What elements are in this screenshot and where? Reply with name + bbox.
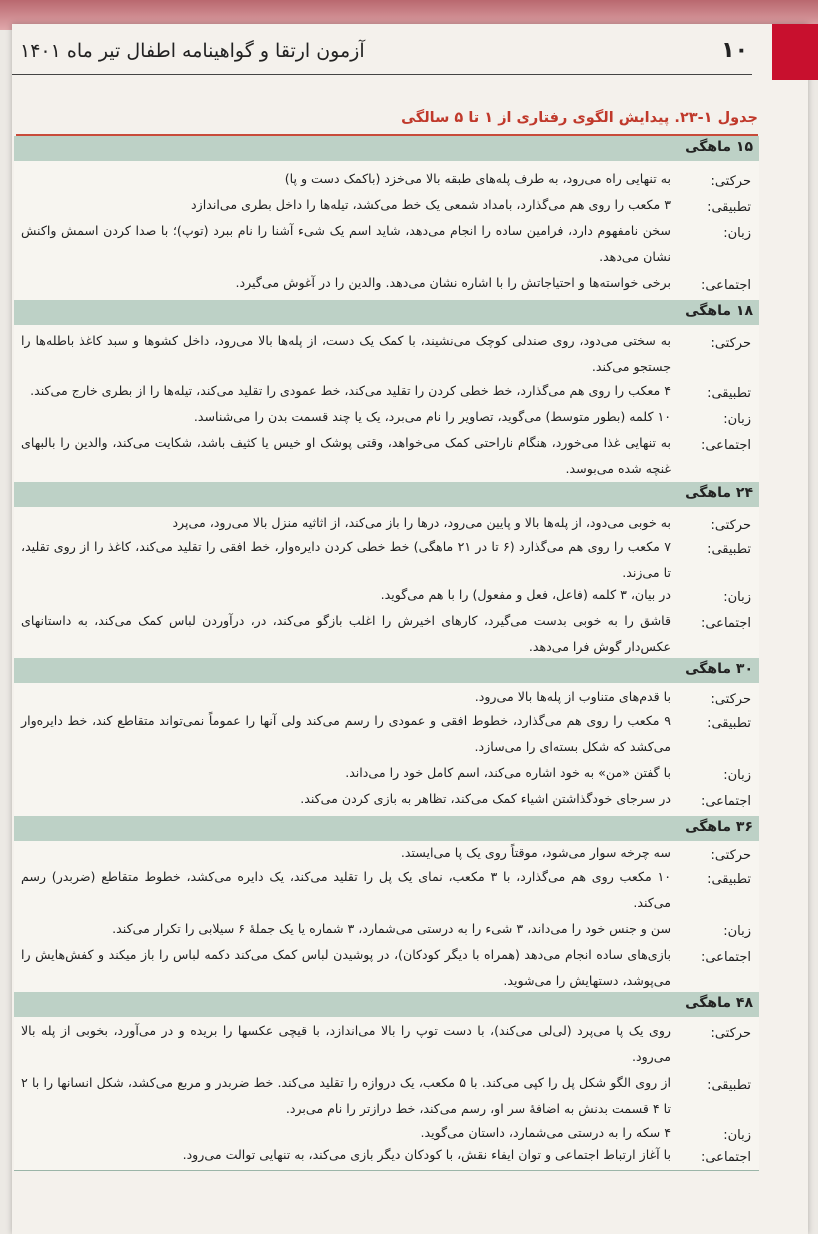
red-page-tab [772, 24, 818, 80]
row-text: به تنهایی غذا می‌خورد، هنگام ناراحتی کمک می‌خواهد، وقتی پوشک او خیس یا کثیف باشد، شکایت می‌کند، والدین را بالبهای غنچه شده می‌بوسد. [21, 435, 671, 476]
row-label: زبان: [723, 412, 751, 427]
page-header [12, 36, 752, 75]
age-band-title: ۱۸ ماهگی [685, 303, 753, 319]
row-label: حرکتی: [710, 1026, 751, 1041]
table-caption [16, 108, 758, 136]
age-band-30 [14, 658, 759, 683]
row-text: در سرجای خودگذاشتن اشیاء کمک می‌کند، تظاهر به بازی کردن می‌کند. [300, 791, 671, 806]
age-band-title: ۳۶ ماهگی [685, 819, 753, 835]
row-text: سه چرخه سوار می‌شود، موقتاً روی یک پا می‌ایستد. [400, 845, 671, 860]
behavior-table [14, 136, 759, 1171]
row-label: زبان: [723, 590, 751, 605]
table-caption-text: جدول ۱-۲۳. پیدایش الگوی رفتاری از ۱ تا ۵ سالگی [401, 110, 758, 126]
age-band-title: ۲۴ ماهگی [685, 485, 753, 501]
age-band-15 [14, 136, 759, 161]
row-text: بازی‌های ساده انجام می‌دهد (همراه با دیگر کودکان)، در پوشیدن لباس کمک می‌کند دکمه لباس را باز میکند و کفش‌هایش را می‌پوشد، دستهایش را می‌شوید. [21, 947, 671, 988]
row-label: زبان: [723, 1128, 751, 1143]
row-text: ۴ سکه را به درستی می‌شمارد، داستان می‌گوید. [420, 1125, 671, 1140]
row-text: ۹ مکعب را روی هم می‌گذارد، خطوط افقی و عمودی را رسم می‌کند ولی آنها را عموماً نمی‌تواند متقاطع کند، خط دایره‌وار می‌کشد که شکل بسته‌ای را می‌سازد. [21, 713, 671, 754]
row-label: اجتماعی: [700, 438, 751, 453]
age-band-48 [14, 992, 759, 1017]
row-label: حرکتی: [710, 518, 751, 533]
row-label: حرکتی: [710, 848, 751, 863]
running-title: آزمون ارتقا و گواهینامه اطفال تیر ماه ۱۴۰۱ [20, 40, 365, 62]
age-band-18 [14, 300, 759, 325]
row-text: ۱۰ کلمه (بطور متوسط) می‌گوید، تصاویر را نام می‌برد، یک یا چند قسمت بدن را می‌شناسد. [193, 409, 671, 424]
row-label: تطبیقی: [707, 386, 751, 401]
row-label: زبان: [723, 226, 751, 241]
page-number: ۱۰ [721, 38, 748, 63]
row-text: با گفتن «من» به خود اشاره می‌کند، اسم کامل خود را می‌داند. [345, 765, 671, 780]
row-text: در بیان، ۳ کلمه (فاعل، فعل و مفعول) را با هم می‌گوید. [380, 587, 671, 602]
row-label: تطبیقی: [707, 1078, 751, 1093]
row-text: ۴ معکب را روی هم می‌گذارد، خط خطی کردن را تقلید می‌کند، خط عمودی را تقلید می‌کند، تیله‌ها را از بطری خارج می‌کند. [30, 383, 671, 398]
row-label: حرکتی: [710, 692, 751, 707]
row-label: حرکتی: [710, 174, 751, 189]
age-band-24 [14, 482, 759, 507]
row-text: با قدم‌های متناوب از پله‌ها بالا می‌رود. [474, 689, 671, 704]
row-text: به سختی می‌دود، روی صندلی کوچک می‌نشیند، با کمک یک دست، از پله‌ها بالا می‌رود، داخل کشوها و سبد کاغذ باطله‌ها را جستجو می‌کند. [21, 333, 671, 374]
row-text: قاشق را به خوبی بدست می‌گیرد، کارهای اخیرش را اغلب بازگو می‌کند، در، درآوردن لباس کمک می‌کند، به داستانهای عکس‌دار گوش فرا می‌دهد. [21, 613, 671, 654]
age-band-title: ۴۸ ماهگی [685, 995, 753, 1011]
row-text: از روی الگو شکل پل را کپی می‌کند. با ۵ مکعب، یک دروازه را تقلید می‌کند. خط ضربدر و مربع می‌کشد، شکل انسانها را با ۲ تا ۴ قسمت بدنش به اضافهٔ سر او، رسم می‌کند، خط درازتر را نام می‌برد. [21, 1075, 672, 1116]
row-label: اجتماعی: [700, 278, 751, 293]
row-label: اجتماعی: [700, 1150, 751, 1165]
row-text: با آغاز ارتباط اجتماعی و توان ایفاء نقش، با کودکان دیگر بازی می‌کند، به تنهایی توالت می‌رود. [182, 1147, 671, 1162]
row-label: تطبیقی: [707, 716, 751, 731]
row-label: زبان: [723, 768, 751, 783]
row-text: به خوبی می‌دود، از پله‌ها بالا و پایین می‌رود، درها را باز می‌کند، از اثاثیه منزل بالا می‌رود، می‌پرد [172, 515, 671, 530]
row-label: تطبیقی: [707, 872, 751, 887]
row-label: اجتماعی: [700, 794, 751, 809]
row-text: روی یک پا می‌پرد (لی‌لی می‌کند)، با دست توپ را بالا می‌اندازد، با قیچی عکسها را بریده و در می‌آورد، بخوبی از پله بالا می‌رود. [21, 1023, 671, 1064]
row-text: برخی خواسته‌ها و احتیاجاتش را با اشاره نشان می‌دهد. والدین را در آغوش می‌گیرد. [235, 275, 671, 290]
row-label: زبان: [723, 924, 751, 939]
row-text: سن و جنس خود را می‌داند، ۳ شیء را به درستی می‌شمارد، ۳ شماره یا یک جملهٔ ۶ سیلابی را تکرار می‌کند. [112, 921, 671, 936]
row-text: ۷ مکعب را روی هم می‌گذارد (۶ تا در ۲۱ ماهگی) خط خطی کردن دایره‌وار، خط افقی را تقلید می‌کند، کاغذ را از روی تقلید، تا می‌زند. [21, 539, 671, 580]
age-band-title: ۳۰ ماهگی [685, 661, 753, 677]
row-label: تطبیقی: [707, 542, 751, 557]
row-label: تطبیقی: [707, 200, 751, 215]
age-band-36 [14, 816, 759, 841]
row-text: سخن نامفهوم دارد، فرامین ساده را انجام می‌دهد، شاید اسم یک شیء آشنا را نام ببرد (توپ)؛ با صدا کردن اسمش واکنش نشان می‌دهد. [21, 223, 671, 264]
row-text: به تنهایی راه می‌رود، به طرف پله‌های طبقه بالا می‌خزد (باکمک دست و پا) [284, 171, 671, 186]
row-label: حرکتی: [710, 336, 751, 351]
row-label: اجتماعی: [700, 950, 751, 965]
row-text: ۳ مکعب را روی هم می‌گذارد، بامداد شمعی یک خط می‌کشد، تیله‌ها را داخل بطری می‌اندازد [191, 197, 671, 212]
row-text: ۱۰ مکعب روی هم می‌گذارد، با ۳ مکعب، نمای یک پل را تقلید می‌کند، یک دایره می‌کشد، خطوط متقاطع (ضربدر) رسم می‌کند. [21, 869, 671, 910]
age-band-title: ۱۵ ماهگی [685, 139, 753, 155]
row-label: اجتماعی: [700, 616, 751, 631]
